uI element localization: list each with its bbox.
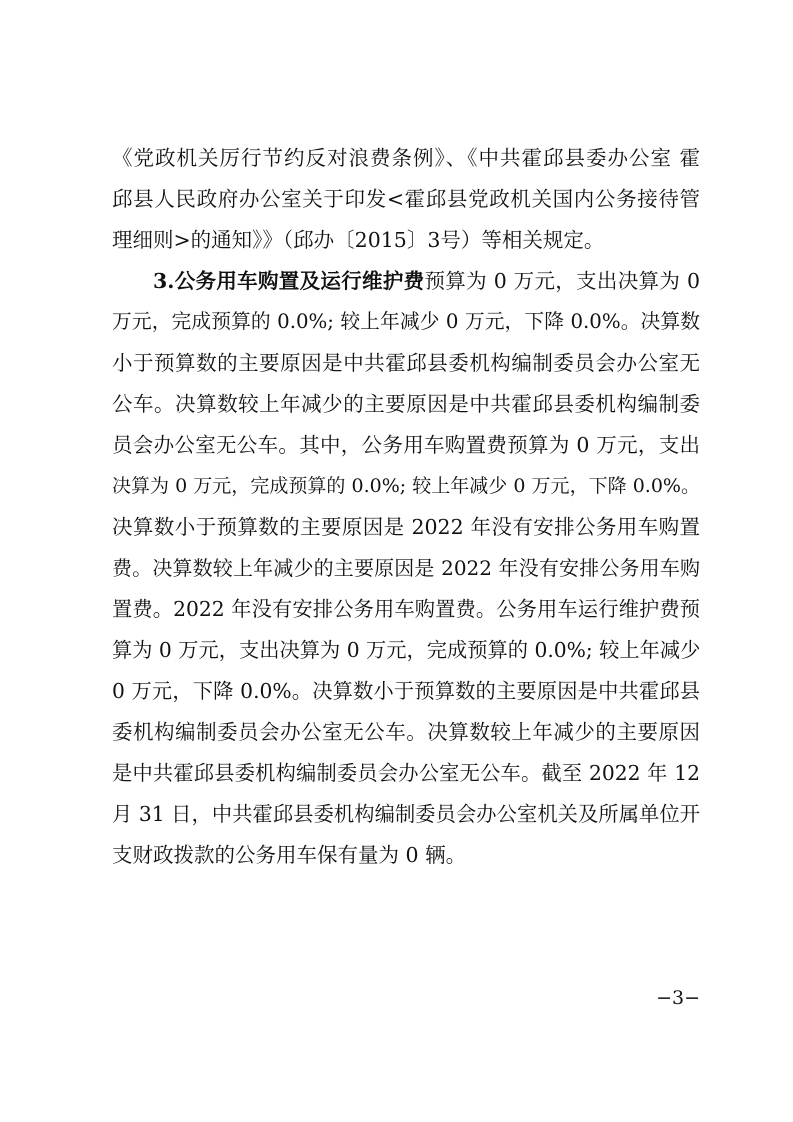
paragraph-line: 《党政机关厉行节约反对浪费条例》、《中共霍邱县委办公室 霍 bbox=[112, 146, 700, 170]
paragraph-line: 决算为 0 万元，完成预算的 0.0%; 较上年减少 0 万元，下降 0.0%。 bbox=[112, 475, 700, 497]
paragraph-line: 费。决算数较上年减少的主要原因是 2022 年没有安排公务用车购 bbox=[112, 556, 700, 580]
paragraph-line: 委机构编制委员会办公室无公车。决算数较上年减少的主要原因 bbox=[112, 720, 700, 744]
paragraph-line: 决算数小于预算数的主要原因是 2022 年没有安排公务用车购置 bbox=[112, 515, 700, 539]
paragraph-text: 预算为 0 万元，支出决算为 0 bbox=[424, 269, 701, 293]
paragraph-line: 0 万元，下降 0.0%。决算数小于预算数的主要原因是中共霍邱县 bbox=[112, 679, 700, 703]
paragraph-line: 置费。2022 年没有安排公务用车购置费。公务用车运行维护费预 bbox=[112, 597, 700, 621]
page-number: −3− bbox=[656, 987, 700, 1009]
paragraph-line: 公车。决算数较上年减少的主要原因是中共霍邱县委机构编制委 bbox=[112, 392, 700, 416]
paragraph-line: 邱县人民政府办公室关于印发<霍邱县党政机关国内公务接待管 bbox=[112, 187, 700, 211]
paragraph-line: 是中共霍邱县委机构编制委员会办公室无公车。截至 2022 年 12 bbox=[112, 761, 700, 785]
paragraph-line: 员会办公室无公车。其中，公务用车购置费预算为 0 万元，支出 bbox=[112, 433, 700, 457]
paragraph-line: 小于预算数的主要原因是中共霍邱县委机构编制委员会办公室无 bbox=[112, 351, 700, 375]
paragraph-line: 万元，完成预算的 0.0%; 较上年减少 0 万元，下降 0.0%。决算数 bbox=[112, 310, 700, 333]
paragraph-line: 理细则>的通知》》（邱办〔2015〕3号）等相关规定。 bbox=[112, 228, 605, 252]
paragraph-line: 月 31 日，中共霍邱县委机构编制委员会办公室机关及所属单位开 bbox=[112, 802, 700, 826]
section-heading: 3.公务用车购置及运行维护费 bbox=[153, 269, 425, 293]
paragraph-line: 支财政拨款的公务用车保有量为 0 辆。 bbox=[112, 843, 467, 867]
paragraph-line: 算为 0 万元，支出决算为 0 万元，完成预算的 0.0%; 较上年减少 bbox=[112, 638, 701, 662]
paragraph-first-line bbox=[153, 261, 700, 301]
